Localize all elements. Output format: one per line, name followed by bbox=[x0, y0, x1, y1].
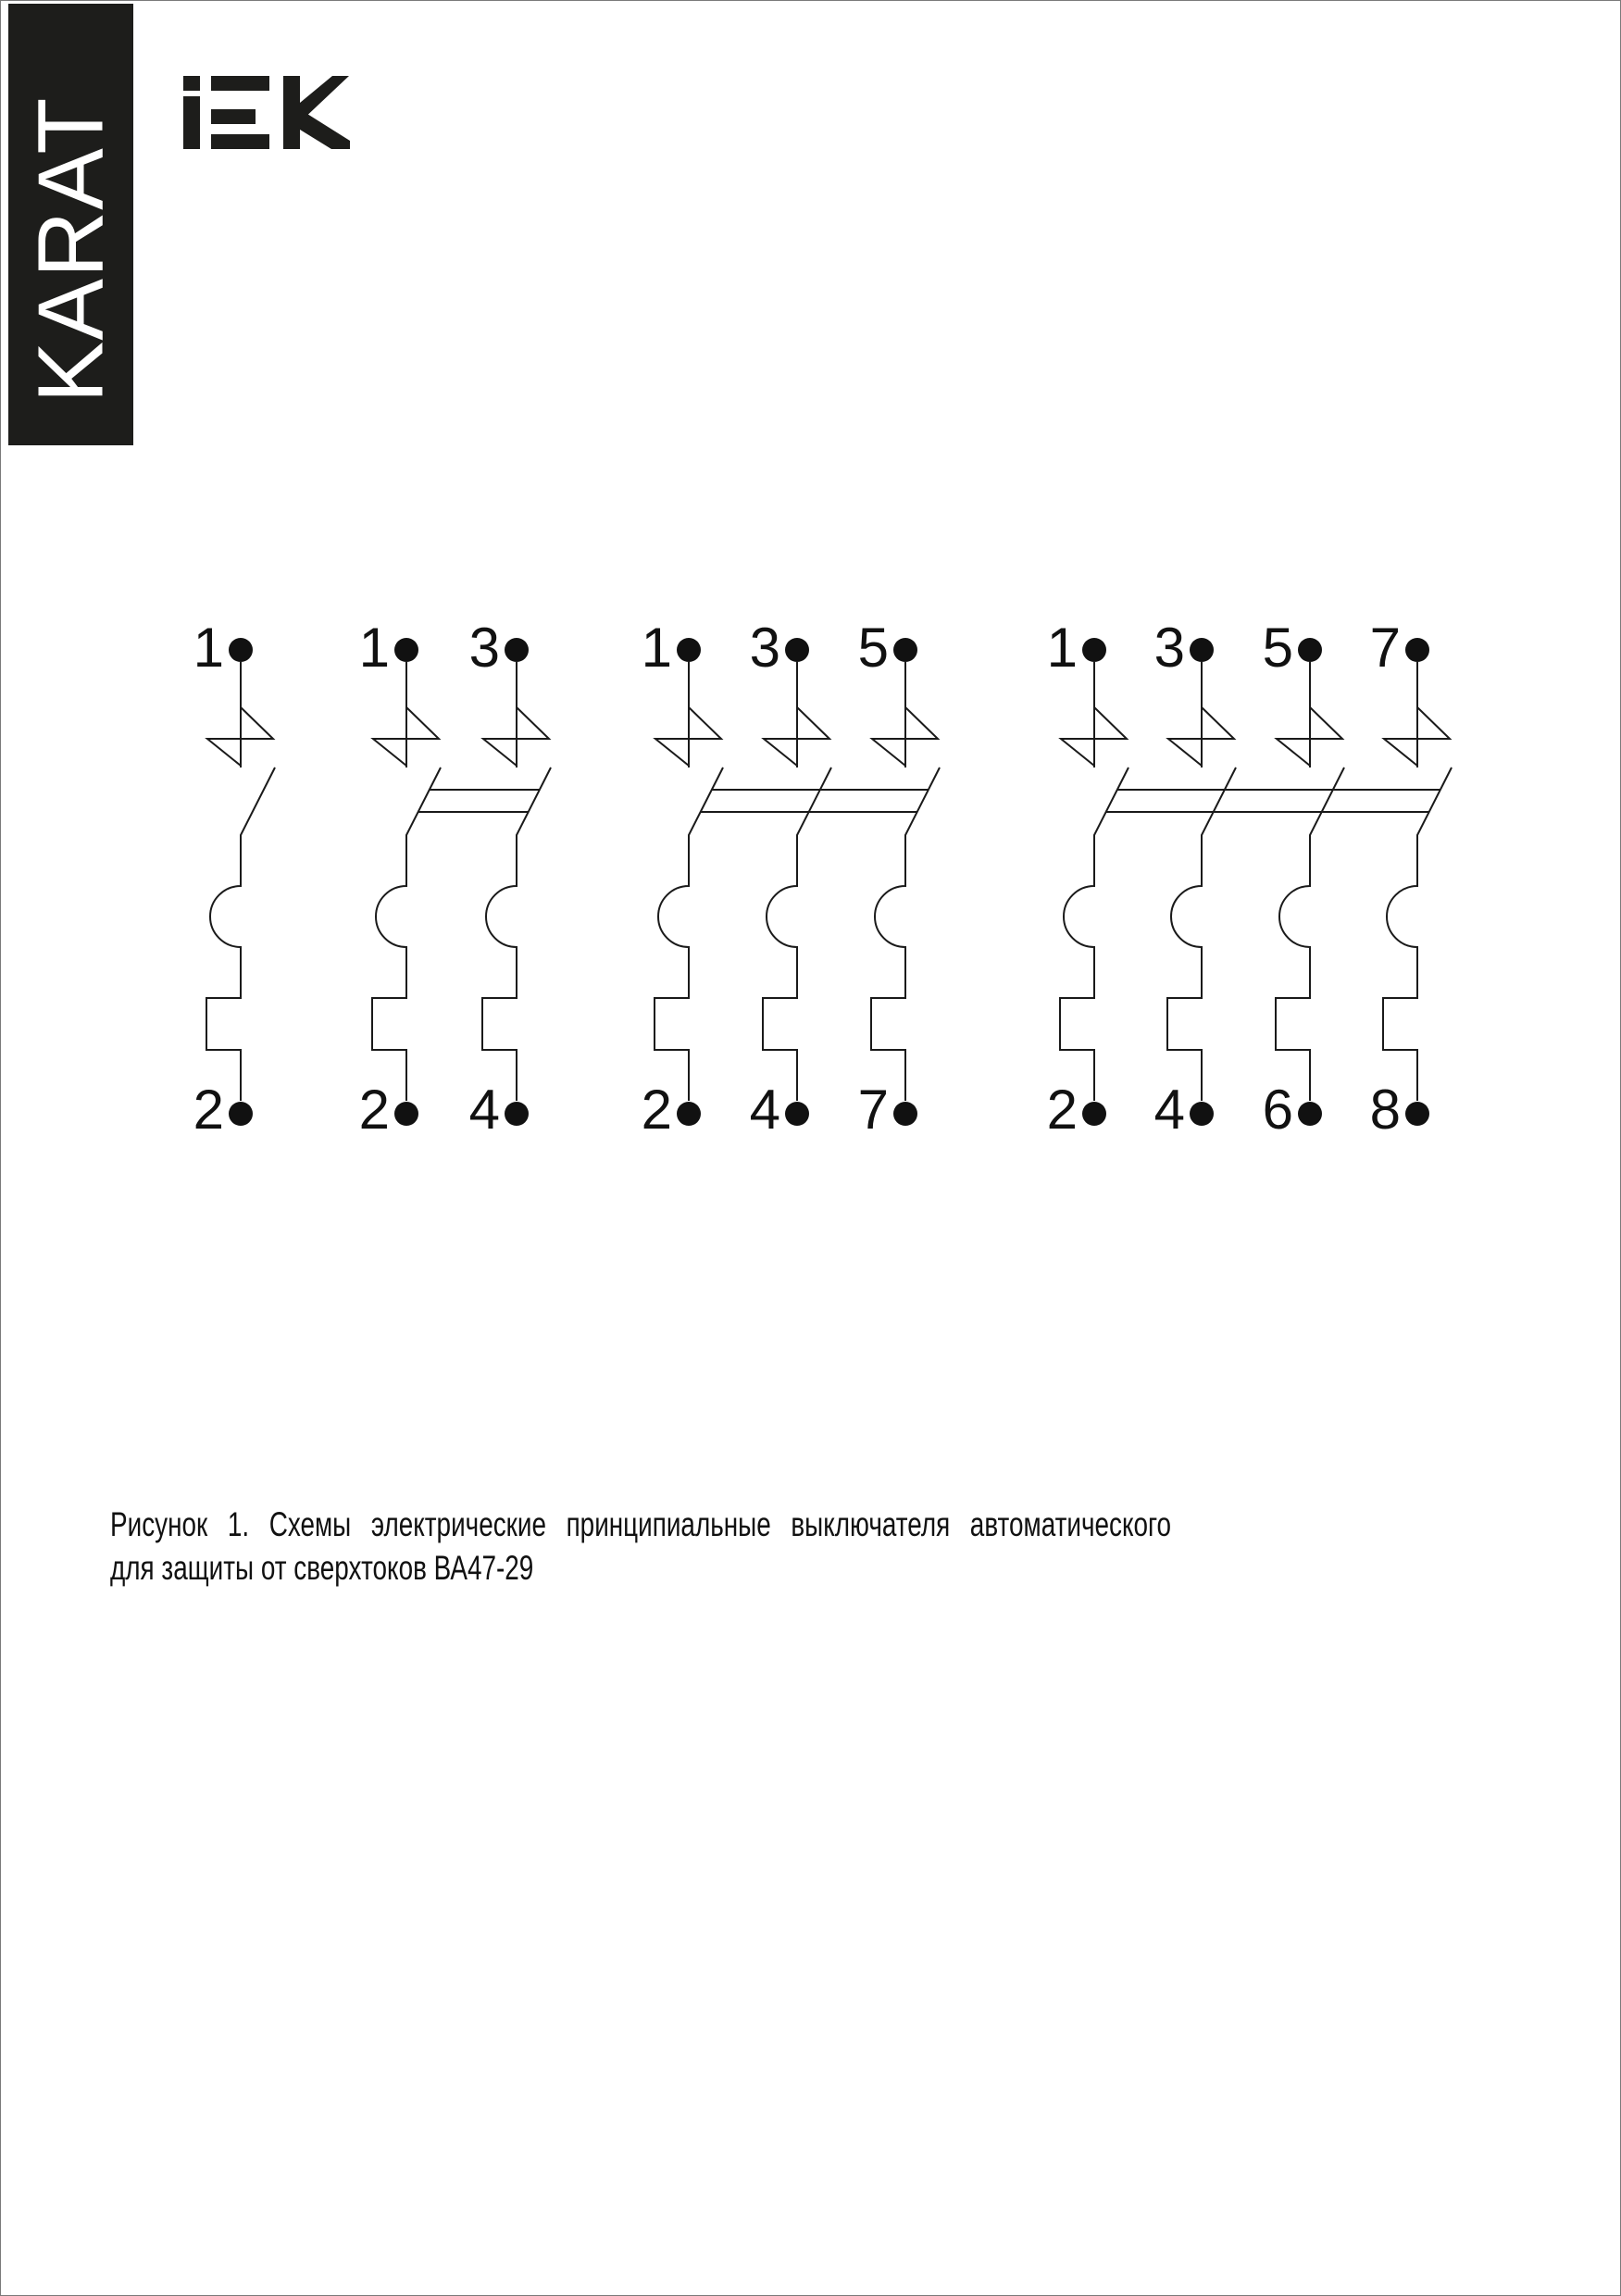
terminal-number-bottom: 4 bbox=[749, 1079, 780, 1141]
pole-symbol bbox=[206, 662, 275, 1101]
terminal-number-bottom: 2 bbox=[358, 1079, 390, 1141]
linkage-bars bbox=[418, 790, 540, 812]
terminal-dot-top bbox=[394, 638, 418, 662]
terminal-number-bottom: 2 bbox=[641, 1079, 672, 1141]
terminal-dot-bottom bbox=[505, 1102, 529, 1126]
pole-symbol bbox=[1167, 662, 1236, 1101]
terminal-dot-top bbox=[1298, 638, 1322, 662]
pole-symbol bbox=[871, 662, 940, 1101]
pole-symbol bbox=[655, 662, 723, 1101]
breaker-diagram-2pole bbox=[359, 617, 551, 1141]
karat-series-label: KARAT bbox=[19, 96, 123, 403]
terminal-number-bottom: 2 bbox=[193, 1079, 224, 1141]
breaker-diagram-4pole bbox=[1047, 617, 1452, 1141]
linkage-bars bbox=[1106, 790, 1440, 812]
terminal-number-bottom: 8 bbox=[1369, 1079, 1401, 1141]
figure-caption-line1: Рисунок 1. Схемы электрические принципиальные выключателя автоматического bbox=[110, 1505, 1172, 1543]
terminal-dot-bottom bbox=[229, 1102, 253, 1126]
terminal-number-top: 3 bbox=[749, 617, 780, 679]
breaker-diagram-3pole bbox=[642, 617, 940, 1141]
figure-caption bbox=[110, 1503, 1171, 1590]
terminal-number-top: 3 bbox=[468, 617, 500, 679]
pole-symbol bbox=[1383, 662, 1452, 1101]
terminal-dot-bottom bbox=[394, 1102, 418, 1126]
terminal-dot-bottom bbox=[1298, 1102, 1322, 1126]
pole-symbol bbox=[482, 662, 551, 1101]
terminal-number-top: 1 bbox=[1046, 617, 1078, 679]
terminal-number-top: 5 bbox=[1262, 617, 1293, 679]
terminal-dot-bottom bbox=[1405, 1102, 1429, 1126]
terminal-dot-top bbox=[785, 638, 809, 662]
terminal-number-top: 1 bbox=[358, 617, 390, 679]
terminal-dot-top bbox=[893, 638, 917, 662]
terminal-dot-top bbox=[1190, 638, 1214, 662]
terminal-dot-top bbox=[1405, 638, 1429, 662]
terminal-dot-bottom bbox=[893, 1102, 917, 1126]
terminal-number-bottom: 4 bbox=[468, 1079, 500, 1141]
figure-caption-line2: для защиты от сверхтоков ВА47-29 bbox=[110, 1549, 534, 1587]
terminal-number-top: 5 bbox=[857, 617, 889, 679]
pole-symbol bbox=[763, 662, 831, 1101]
terminal-number-top: 1 bbox=[193, 617, 224, 679]
pole-symbol bbox=[1060, 662, 1128, 1101]
terminal-number-top: 3 bbox=[1153, 617, 1185, 679]
terminal-number-bottom: 7 bbox=[857, 1079, 889, 1141]
terminal-number-top: 1 bbox=[641, 617, 672, 679]
breaker-diagram-1pole bbox=[193, 617, 275, 1141]
terminal-dot-bottom bbox=[785, 1102, 809, 1126]
terminal-number-bottom: 6 bbox=[1262, 1079, 1293, 1141]
terminal-number-bottom: 2 bbox=[1046, 1079, 1078, 1141]
terminal-dot-bottom bbox=[1190, 1102, 1214, 1126]
pole-symbol bbox=[372, 662, 441, 1101]
terminal-dot-bottom bbox=[1082, 1102, 1106, 1126]
terminal-dot-top bbox=[229, 638, 253, 662]
terminal-dot-top bbox=[1082, 638, 1106, 662]
pole-symbol bbox=[1276, 662, 1344, 1101]
schematic-figure bbox=[1, 1, 1621, 2296]
terminal-number-bottom: 4 bbox=[1153, 1079, 1185, 1141]
terminal-number-top: 7 bbox=[1369, 617, 1401, 679]
terminal-dot-top bbox=[677, 638, 701, 662]
terminal-dot-bottom bbox=[677, 1102, 701, 1126]
terminal-dot-top bbox=[505, 638, 529, 662]
